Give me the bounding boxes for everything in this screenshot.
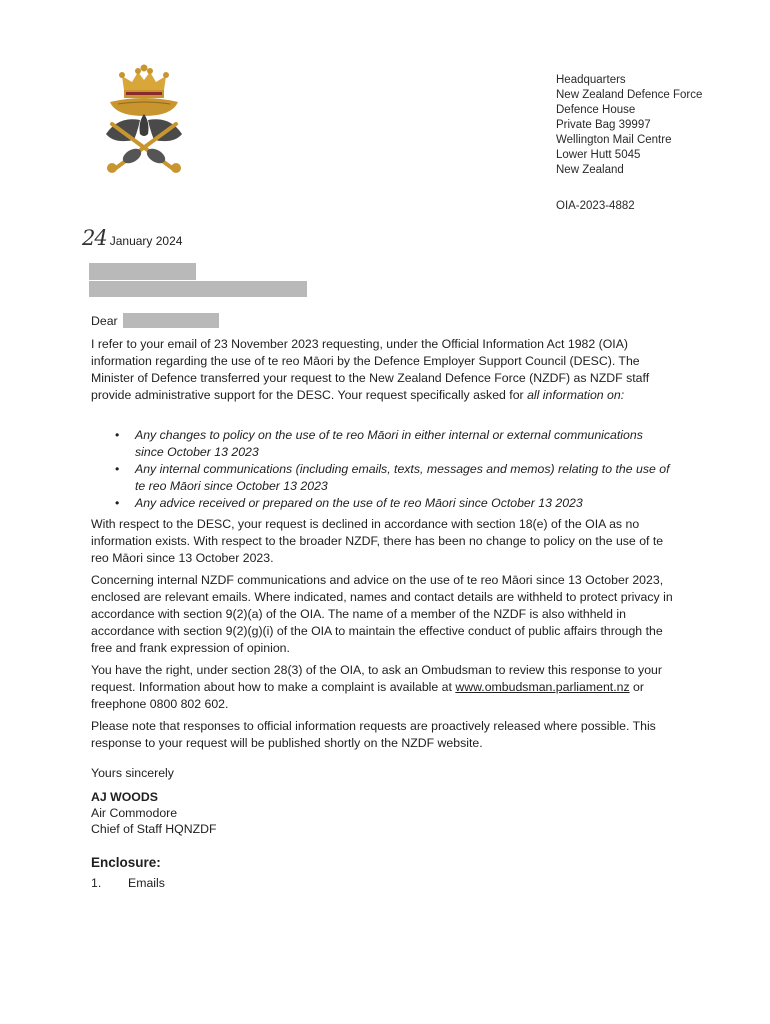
salutation-text: Dear — [91, 313, 118, 328]
redacted-recipient-address — [89, 281, 307, 297]
sender-address — [556, 73, 702, 178]
paragraph-proactive-release — [91, 718, 681, 752]
list-item: • Any internal communications (including emails, texts, messages and memos) relating to the use of te reo Māori since October 13 2023 — [113, 461, 673, 495]
closing: Yours sincerely — [91, 766, 174, 780]
list-item: • Any advice received or prepared on the use of te reo Māori since October 13 2023 — [113, 495, 673, 512]
paragraph-desc-response — [91, 516, 681, 567]
paragraph-text: You have the right, under section 28(3) of the OIA, to ask an Ombudsman to review this response to your request. Information about how to make a complaint is available at — [91, 663, 662, 694]
paragraph-text: Please note that responses to official information requests are proactively released where possible. This response to your request will be published shortly on the NZDF website. — [91, 719, 656, 750]
enclosure-item-number: 1. — [91, 876, 102, 890]
address-line: Headquarters — [556, 74, 626, 86]
address-line: New Zealand — [556, 164, 624, 176]
enclosure-item-label: Emails — [128, 876, 165, 890]
redacted-salutation-name — [123, 313, 219, 328]
intro-text: I refer to your email of 23 November 2023 requesting, under the Official Information Act 1982 (OIA) information regarding the use of te reo Māori by the Defence Employer Support Council (DESC). The Minister of Defence transferred your request to the New Zealand Defence Force (NZDF) as NZDF staff provide administrative support for the DESC. Your request specifically asked for — [91, 337, 650, 402]
address-line: Defence House — [556, 104, 636, 116]
signatory-title: Chief of Staff HQNZDF — [91, 822, 217, 836]
paragraph-enclosed-emails — [91, 572, 681, 657]
paragraph-intro — [91, 336, 681, 404]
address-line: Private Bag 39997 — [556, 119, 651, 131]
salutation — [91, 313, 219, 328]
list-item: • Any changes to policy on the use of te reo Māori in either internal or external communications since October 13 2023 — [113, 427, 673, 461]
letter-date — [82, 226, 182, 250]
signatory-rank: Air Commodore — [91, 806, 178, 820]
redacted-recipient-name — [89, 263, 196, 280]
intro-emphasis: all information on: — [527, 388, 625, 402]
address-line: Lower Hutt 5045 — [556, 149, 641, 161]
paragraph-suffix: or freephone 0800 802 602. — [91, 680, 644, 711]
nzdf-crest-logo — [88, 64, 200, 176]
signatory-name: AJ WOODS — [91, 790, 158, 804]
handwritten-day: 24 — [82, 226, 107, 250]
signature-block — [91, 789, 217, 837]
request-items-list — [113, 427, 673, 512]
paragraph-ombudsman — [91, 662, 681, 713]
ombudsman-link[interactable]: www.ombudsman.parliament.nz — [455, 680, 630, 694]
enclosure-heading: Enclosure: — [91, 855, 161, 870]
paragraph-text: With respect to the DESC, your request is declined in accordance with section 18(e) of the OIA as no information exists. With respect to the broader NZDF, there has been no change to policy on the use of te reo Māori since 13 October 2023. — [91, 517, 664, 565]
address-line: New Zealand Defence Force — [556, 89, 703, 101]
address-line: Wellington Mail Centre — [556, 134, 672, 146]
paragraph-text: Concerning internal NZDF communications and advice on the use of te reo Māori since 13 October 2023, enclosed are relevant emails. Where indicated, names and contact details are withheld to protect privacy in accordance with section 9(2)(a) of the OIA. The name of a member of the NZDF is also withheld in accordance with section 9(2)(g)(i) of the OIA to maintain the effective conduct of public affairs through the free and frank expression of opinion. — [91, 573, 673, 655]
enclosure-item — [91, 876, 165, 890]
reference-number: OIA-2023-4882 — [556, 200, 635, 212]
crown-icon — [119, 65, 169, 99]
wreath-icon — [110, 98, 178, 116]
month-year: January 2024 — [109, 234, 183, 248]
